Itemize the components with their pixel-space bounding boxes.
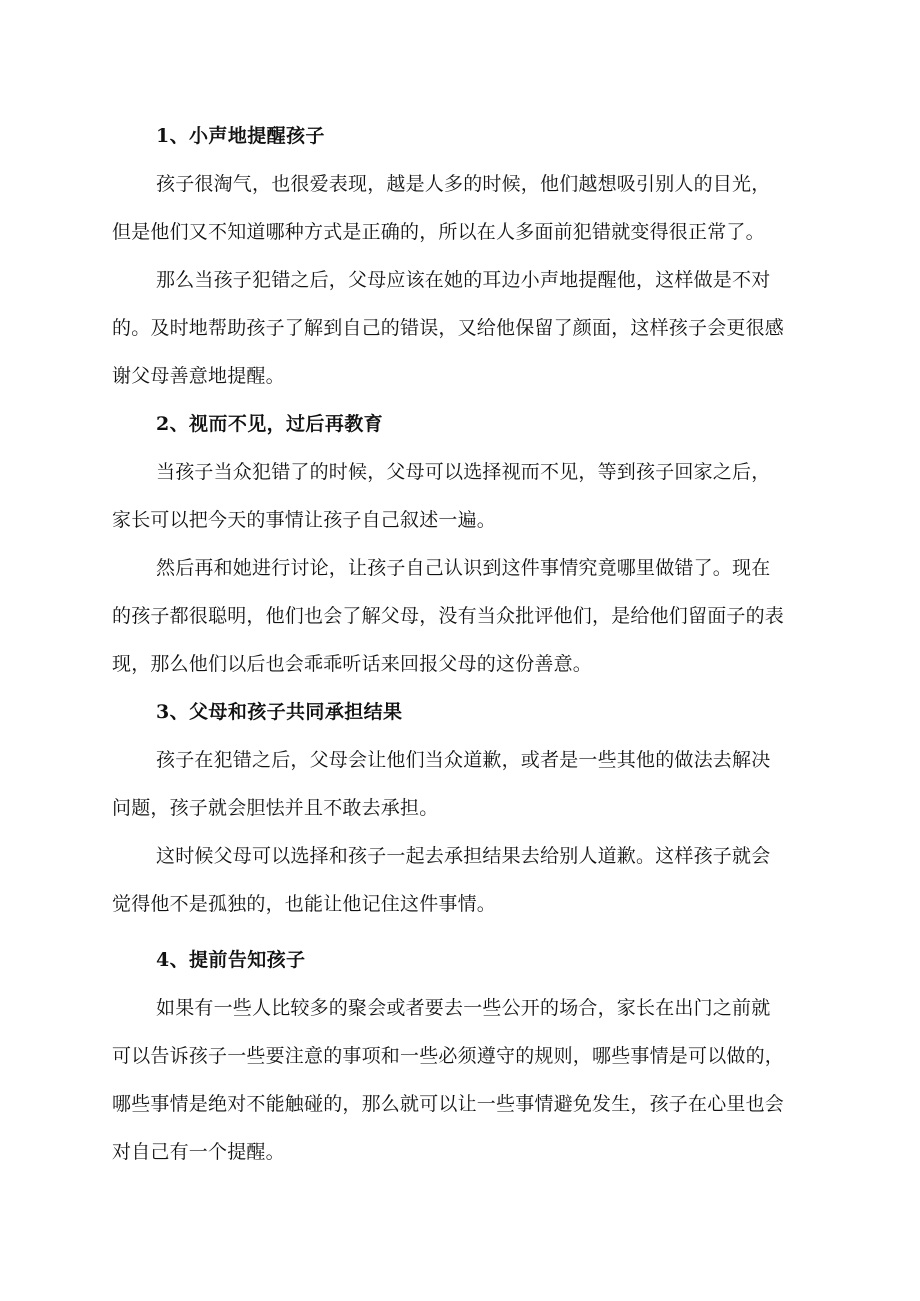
paragraph-line: 觉得他不是孤独的，也能让他记住这件事情。 <box>112 893 497 915</box>
section-heading: 3、父母和孩子共同承担结果 <box>156 701 403 723</box>
paragraph-line: 对自己有一个提醒。 <box>112 1141 285 1163</box>
paragraph-line: 那么当孩子犯错之后，父母应该在她的耳边小声地提醒他，这样做是不对 <box>156 269 771 291</box>
paragraph-line: 当孩子当众犯错了的时候，父母可以选择视而不见，等到孩子回家之后， <box>156 461 771 483</box>
paragraph-line: 这时候父母可以选择和孩子一起去承担结果去给别人道歉。这样孩子就会 <box>156 845 771 867</box>
section-heading: 4、提前告知孩子 <box>156 949 306 971</box>
paragraph-line: 孩子很淘气，也很爱表现，越是人多的时候，他们越想吸引别人的目光， <box>156 173 771 195</box>
paragraph-line: 但是他们又不知道哪种方式是正确的，所以在人多面前犯错就变得很正常了。 <box>112 221 765 243</box>
paragraph-line: 哪些事情是绝对不能触碰的，那么就可以让一些事情避免发生，孩子在心里也会 <box>112 1093 785 1115</box>
section-heading: 2、视而不见，过后再教育 <box>156 413 384 435</box>
paragraph-line: 现，那么他们以后也会乖乖听话来回报父母的这份善意。 <box>112 653 593 675</box>
paragraph-line: 谢父母善意地提醒。 <box>112 365 285 387</box>
paragraph-line: 家长可以把今天的事情让孩子自己叙述一遍。 <box>112 509 497 531</box>
paragraph-line: 可以告诉孩子一些要注意的事项和一些必须遵守的规则，哪些事情是可以做的， <box>112 1045 785 1067</box>
paragraph-line: 的孩子都很聪明，他们也会了解父母，没有当众批评他们，是给他们留面子的表 <box>112 605 785 627</box>
paragraph-line: 如果有一些人比较多的聚会或者要去一些公开的场合，家长在出门之前就 <box>156 997 771 1019</box>
paragraph-line: 的。及时地帮助孩子了解到自己的错误，又给他保留了颜面，这样孩子会更很感 <box>112 317 785 339</box>
section-heading: 1、小声地提醒孩子 <box>156 125 325 147</box>
paragraph-line: 问题，孩子就会胆怯并且不敢去承担。 <box>112 797 439 819</box>
paragraph-line: 然后再和她进行讨论，让孩子自己认识到这件事情究竟哪里做错了。现在 <box>156 557 771 579</box>
paragraph-line: 孩子在犯错之后，父母会让他们当众道歉，或者是一些其他的做法去解决 <box>156 749 771 771</box>
